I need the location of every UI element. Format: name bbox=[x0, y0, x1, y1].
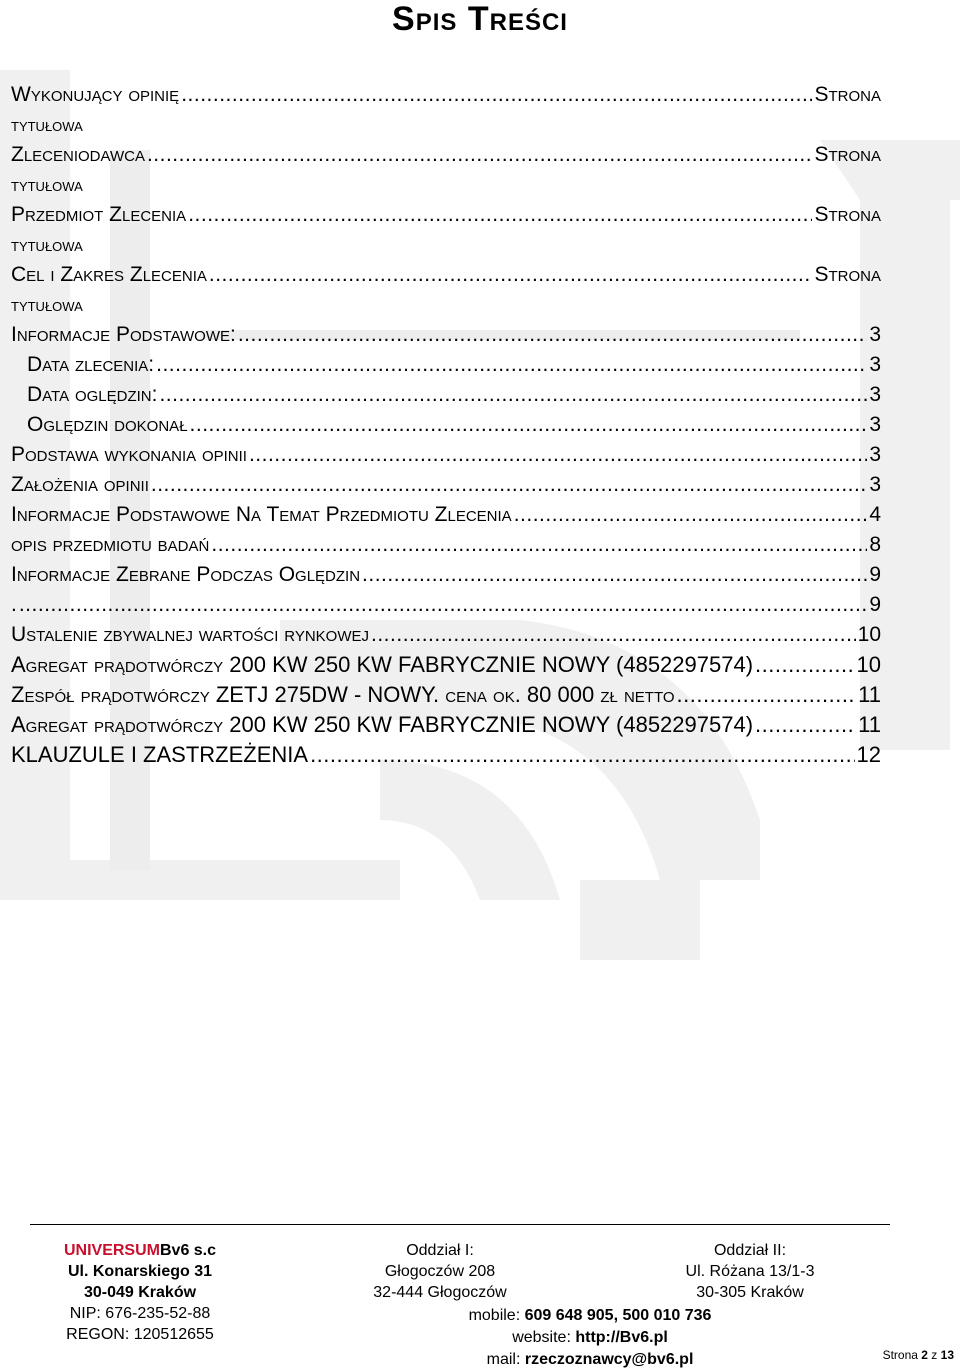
branch1-title: Oddział I: bbox=[406, 1242, 474, 1259]
toc-entry-page: 4 bbox=[869, 503, 881, 526]
toc-leader-dots bbox=[190, 410, 868, 440]
toc-entry-label: Ustalenie zbywalnej wartości rynkowej bbox=[11, 623, 370, 646]
toc-entry[interactable] bbox=[11, 410, 881, 440]
toc-entry-label: KLAUZULE I ZASTRZEŻENIA bbox=[11, 742, 309, 767]
company-street: Ul. Konarskiego 31 bbox=[67, 1263, 213, 1280]
toc-entry-page: 8 bbox=[869, 533, 881, 556]
toc-entry[interactable] bbox=[11, 200, 881, 260]
toc-leader-dots bbox=[677, 680, 857, 710]
toc-entry-page: 12 bbox=[856, 742, 881, 767]
footer-branch-2 bbox=[650, 1240, 850, 1303]
toc-leader-dots bbox=[156, 350, 867, 380]
page-title: Spis Treści bbox=[392, 0, 568, 38]
toc-leader-dots bbox=[151, 470, 867, 500]
toc-entry-page: 11 bbox=[858, 682, 881, 707]
toc-entry[interactable] bbox=[11, 590, 881, 620]
table-of-contents bbox=[11, 80, 881, 770]
branch2-title: Oddział II: bbox=[713, 1242, 787, 1259]
toc-entry-label: Przedmiot Zlecenia bbox=[11, 203, 187, 226]
toc-entry-page: Strona bbox=[814, 203, 881, 226]
toc-entry-page: 9 bbox=[869, 563, 881, 586]
toc-entry[interactable] bbox=[11, 650, 881, 680]
toc-entry[interactable] bbox=[11, 710, 881, 740]
toc-entry-page: 3 bbox=[869, 353, 881, 376]
toc-entry[interactable] bbox=[11, 380, 881, 410]
toc-leader-dots bbox=[181, 80, 812, 110]
toc-entry-label: Cel i Zakres Zlecenia bbox=[11, 263, 207, 286]
toc-entry-label: Data oględzin: bbox=[27, 383, 158, 406]
toc-entry[interactable] bbox=[11, 320, 881, 350]
toc-entry-label: opis przedmiotu badań bbox=[11, 533, 210, 556]
toc-entry[interactable] bbox=[11, 560, 881, 590]
toc-leader-dots bbox=[238, 320, 867, 350]
toc-leader-dots bbox=[371, 620, 856, 650]
toc-entry-page: 3 bbox=[869, 323, 881, 346]
branch2-line2: 30-305 Kraków bbox=[696, 1284, 804, 1301]
toc-leader-dots bbox=[755, 650, 854, 680]
toc-entry[interactable] bbox=[11, 740, 881, 770]
toc-entry-page: 9 bbox=[869, 593, 881, 616]
contact-mobile: 609 648 905, 500 010 736 bbox=[524, 1307, 712, 1324]
branch2-line1: Ul. Różana 13/1-3 bbox=[685, 1263, 815, 1280]
toc-entry[interactable] bbox=[11, 470, 881, 500]
toc-entry-page: 3 bbox=[869, 473, 881, 496]
toc-entry-page-continued: tytułowa bbox=[11, 175, 83, 195]
toc-entry-page: 3 bbox=[869, 383, 881, 406]
toc-entry[interactable] bbox=[11, 260, 881, 320]
toc-entry-page: 3 bbox=[869, 413, 881, 436]
toc-entry[interactable] bbox=[11, 140, 881, 200]
toc-entry-label: Zleceniodawca bbox=[11, 143, 145, 166]
toc-entry-page: 3 bbox=[869, 443, 881, 466]
toc-entry[interactable] bbox=[11, 350, 881, 380]
contact-website[interactable]: http://Bv6.pl bbox=[575, 1329, 668, 1346]
toc-entry-label: Wykonujący opinię bbox=[11, 83, 180, 106]
toc-leader-dots bbox=[147, 140, 813, 170]
toc-leader-dots bbox=[362, 560, 867, 590]
toc-leader-dots bbox=[19, 590, 867, 620]
toc-entry-page: Strona bbox=[814, 263, 881, 286]
toc-entry-page-continued: tytułowa bbox=[11, 115, 83, 135]
footer-divider bbox=[30, 1224, 890, 1225]
branch1-line2: 32-444 Głogoczów bbox=[373, 1284, 507, 1301]
footer-company bbox=[40, 1240, 240, 1345]
page-number: Strona 2 z 13 bbox=[882, 1348, 954, 1362]
company-city: 30-049 Kraków bbox=[83, 1284, 197, 1301]
toc-entry[interactable] bbox=[11, 500, 881, 530]
toc-entry[interactable] bbox=[11, 530, 881, 560]
brand-name-black: Bv6 s.c bbox=[159, 1242, 217, 1259]
toc-entry-label: . bbox=[11, 593, 17, 616]
toc-entry-label: Agregat prądotwórczy 200 KW 250 KW FABRYCZNIE NOWY (4852297574) bbox=[11, 712, 754, 737]
contact-mail[interactable]: rzeczoznawcy@bv6.pl bbox=[524, 1351, 694, 1368]
toc-entry-page-continued: tytułowa bbox=[11, 295, 83, 315]
toc-leader-dots bbox=[188, 200, 812, 230]
footer-contact: mobile: 609 648 905, 500 010 736 website: http://Bv6.pl mail: rzeczoznawcy@bv6.pl bbox=[468, 1307, 712, 1368]
brand-name-red: UNIVERSUM bbox=[63, 1242, 160, 1259]
toc-entry[interactable] bbox=[11, 620, 881, 650]
toc-entry[interactable] bbox=[11, 680, 881, 710]
toc-entry-label: Agregat prądotwórczy 200 KW 250 KW FABRYCZNIE NOWY (4852297574) bbox=[11, 652, 754, 677]
toc-entry-label: Założenia opinii bbox=[11, 473, 149, 496]
company-nip: NIP: 676-235-52-88 bbox=[69, 1305, 211, 1322]
toc-entry-page: Strona bbox=[814, 83, 881, 106]
toc-leader-dots bbox=[755, 710, 856, 740]
company-regon: REGON: 120512655 bbox=[66, 1326, 214, 1343]
toc-entry[interactable] bbox=[11, 440, 881, 470]
toc-leader-dots bbox=[159, 380, 867, 410]
toc-entry-page: 10 bbox=[857, 623, 881, 646]
toc-entry-label: Podstawa wykonania opinii bbox=[11, 443, 247, 466]
toc-leader-dots bbox=[209, 260, 813, 290]
footer-branch-1 bbox=[340, 1240, 540, 1303]
toc-leader-dots bbox=[514, 500, 868, 530]
toc-entry-page: 11 bbox=[858, 712, 881, 737]
toc-entry-page: 10 bbox=[856, 652, 881, 677]
toc-leader-dots bbox=[211, 530, 867, 560]
toc-entry-page: Strona bbox=[814, 143, 881, 166]
toc-entry[interactable] bbox=[11, 80, 881, 140]
toc-entry-page-continued: tytułowa bbox=[11, 235, 83, 255]
toc-leader-dots bbox=[310, 740, 854, 770]
toc-entry-label: Data zlecenia: bbox=[27, 353, 155, 376]
toc-entry-label: Oględzin dokonał bbox=[27, 413, 188, 436]
toc-leader-dots bbox=[249, 440, 867, 470]
branch1-line1: Głogoczów 208 bbox=[384, 1263, 496, 1280]
toc-entry-label: Informacje Zebrane Podczas Oględzin bbox=[11, 563, 361, 586]
toc-entry-label: Zespół prądotwórczy ZETJ 275DW - NOWY. cena ok. 80 000 zł netto bbox=[11, 682, 675, 707]
toc-entry-label: Informacje Podstawowe Na Temat Przedmiotu Zlecenia bbox=[11, 503, 512, 526]
toc-entry-label: Informacje Podstawowe: bbox=[11, 323, 236, 346]
